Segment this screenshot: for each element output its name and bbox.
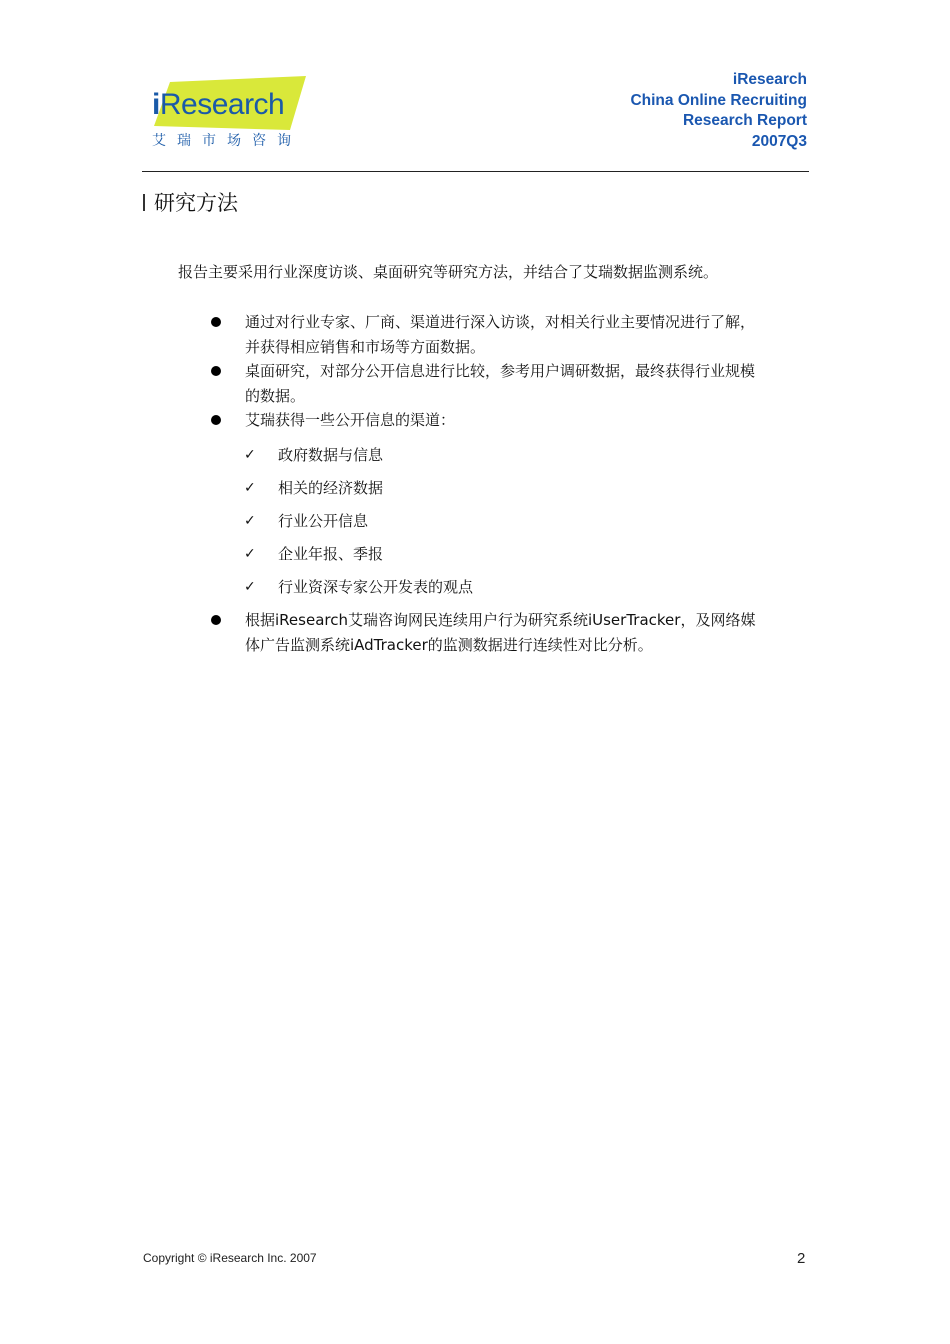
report-title-line-3: Research Report <box>682 112 807 129</box>
section-title <box>143 189 238 217</box>
report-title-block <box>630 70 807 152</box>
bullet-dot-icon <box>211 615 221 625</box>
check-icon: ✓ <box>244 447 256 463</box>
iresearch-logo <box>140 74 315 154</box>
bullet-text <box>245 310 811 360</box>
bullet-dot-icon <box>211 366 221 376</box>
bullet-dot-icon <box>211 415 221 425</box>
check-icon: ✓ <box>244 546 256 562</box>
bullet-line: 的数据。 <box>245 387 306 405</box>
page-number: 2 <box>797 1250 806 1267</box>
channel-label: 相关的经济数据 <box>278 479 384 497</box>
channel-label: 政府数据与信息 <box>278 446 384 464</box>
check-icon: ✓ <box>244 480 256 496</box>
report-title-line-4: 2007Q3 <box>751 132 807 150</box>
bullet-line: 通过对行业专家、厂商、渠道进行深入访谈，对相关行业主要情况进行了解， <box>245 313 756 331</box>
channel-label: 行业资深专家公开发表的观点 <box>278 578 474 596</box>
channel-label: 行业公开信息 <box>278 512 369 530</box>
check-icon: ✓ <box>244 579 256 595</box>
bullet-line: 艾瑞获得一些公开信息的渠道： <box>245 411 456 429</box>
report-title-line-2: China Online Recruiting <box>630 91 807 109</box>
bullet-text <box>245 608 811 658</box>
logo-wordmark-rest: Research <box>159 88 285 121</box>
section-marker-bar <box>143 194 145 211</box>
bullet-text <box>245 359 811 409</box>
bullet-line: 体广告监测系统iAdTracker的监测数据进行连续性对比分析。 <box>245 636 653 654</box>
logo-wordmark-i: i <box>152 88 160 121</box>
header-divider <box>142 171 809 172</box>
bullet-dot-icon <box>211 317 221 327</box>
logo-chinese-name: 艾瑞市场咨询 <box>152 133 302 149</box>
bullet-text <box>245 408 811 433</box>
bullet-line: 根据iResearch艾瑞咨询网民连续用户行为研究系统iUserTracker，及网络媒 <box>245 611 756 629</box>
logo-wordmark <box>152 88 284 122</box>
report-title-line-1: iResearch <box>732 71 807 88</box>
check-icon: ✓ <box>244 513 256 529</box>
channel-label: 企业年报、季报 <box>278 545 384 563</box>
section-title-text: 研究方法 <box>154 191 238 215</box>
bullet-line: 并获得相应销售和市场等方面数据。 <box>245 338 486 356</box>
intro-paragraph: 报告主要采用行业深度访谈、桌面研究等研究方法，并结合了艾瑞数据监测系统。 <box>178 263 719 281</box>
bullet-line: 桌面研究，对部分公开信息进行比较，参考用户调研数据，最终获得行业规模 <box>245 362 756 380</box>
footer-copyright: Copyright © iResearch Inc. 2007 <box>143 1251 317 1265</box>
